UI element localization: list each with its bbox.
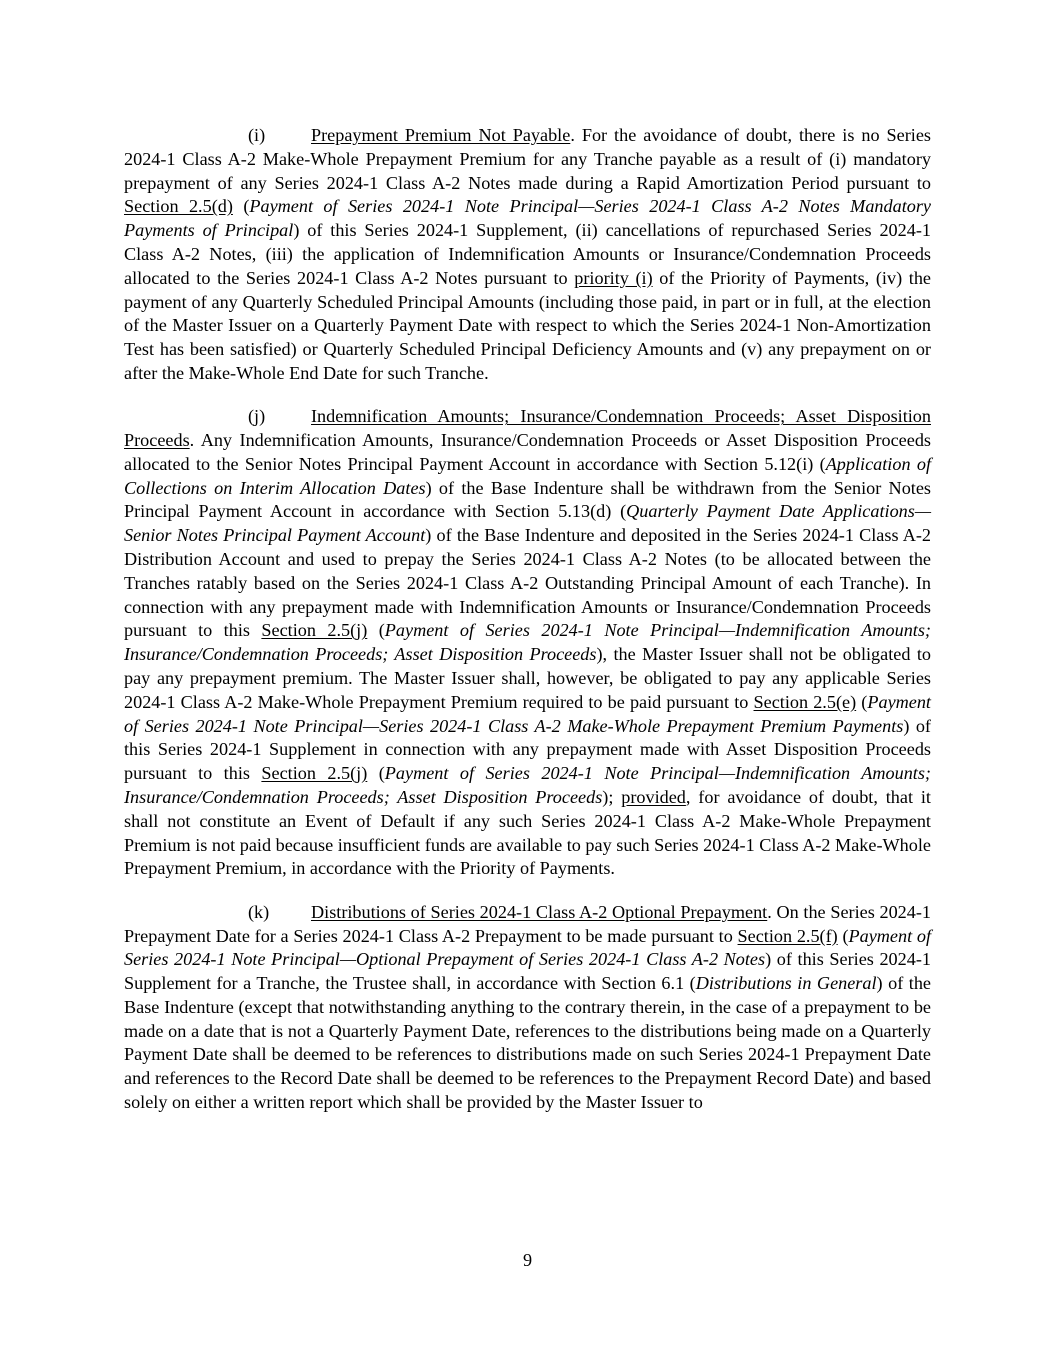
section-i-text: ) of this Series 2024-1 Supplement, (ii) cancellations of repurchased Series 2024-1 Class A-2 Notes, (iii) the application of Indemnification Amounts or Insurance/Condemnation Proceeds allocated to the Series 2024-1 Class A-2 Notes pursuant to bbox=[124, 220, 931, 288]
section-j-italic-title: Payment of Series 2024-1 Note Principal—Series 2024-1 Class A-2 Make-Whole Prepayment Premium Payments bbox=[124, 691, 931, 736]
section-j-reference: Section 2.5(j) bbox=[261, 763, 368, 784]
section-j-text: ) of this Series 2024-1 Supplement in connection with any prepayment made with Asset Disposition Proceeds pursuant to this bbox=[124, 715, 931, 784]
section-j-italic-title: Payment of Series 2024-1 Note Principal—Indemnification Amounts; Insurance/Condemnation Proceeds; Asset Disposition Proceeds bbox=[124, 620, 931, 665]
section-j-reference: Section 2.5(e) bbox=[753, 691, 857, 712]
section-j-text: ) of the Base Indenture and deposited in the Series 2024-1 Class A-2 Distribution Account and used to prepay the Series 2024-1 Class A-2 Notes (to be allocated between the Tranches ratably based on the Series 2024-1 Class A-2 Outstanding Principal Amount of each Tranche). In connection with any prepayment made with Indemnification Amounts or Insurance/Condemnation Proceeds pursuant to this bbox=[124, 525, 931, 641]
section-k-text: ( bbox=[837, 925, 849, 946]
section-j-paragraph bbox=[124, 405, 931, 881]
section-i-paragraph bbox=[124, 124, 931, 386]
section-i-text: . For the avoidance of doubt, there is no Series 2024-1 Class A-2 Make-Whole Prepayment Premium for any Tranche payable as a result of (i) mandatory prepayment of any Series 2024-1 Class A-2 Notes made during a Rapid Amortization Period pursuant to bbox=[124, 125, 931, 193]
section-j-text: ), the Master Issuer shall not be obligated to pay any prepayment premium. The Master Issuer shall, however, be obligated to pay any applicable Series 2024-1 Class A-2 Make-Whole Prepayment Premium required to be paid pursuant to bbox=[124, 644, 931, 712]
section-j-provided: provided bbox=[621, 787, 686, 808]
section-j-text: ( bbox=[856, 691, 868, 712]
section-k-reference: Section 2.5(f) bbox=[737, 925, 838, 946]
section-i-reference: priority (i) bbox=[574, 267, 653, 288]
section-i-text: of the Priority of Payments, (iv) the payment of any Quarterly Scheduled Principal Amounts (including those paid, in part or in full, at the election of the Master Issuer on a Quarterly Payment Date with respect to which the Series 2024-1 Non-Amortization Test has been satisfied) or Quarterly Scheduled Principal Deficiency Amounts and (v) any prepayment on or after the Make-Whole End Date for such Tranche. bbox=[124, 267, 931, 383]
section-j-italic-title: Payment of Series 2024-1 Note Principal—Indemnification Amounts; Insurance/Condemnation Proceeds; Asset Disposition Proceeds bbox=[124, 763, 931, 808]
section-i-reference: Section 2.5(d) bbox=[124, 196, 233, 217]
section-k-text: . On the Series 2024-1 Prepayment Date for a Series 2024-1 Class A-2 Prepayment to be made pursuant to bbox=[124, 901, 932, 946]
section-j-italic-title: Quarterly Payment Date Applications—Senior Notes Principal Payment Account bbox=[124, 501, 932, 546]
section-i-heading: Prepayment Premium Not Payable bbox=[311, 125, 571, 145]
section-j-text: ) of the Base Indenture shall be withdrawn from the Senior Notes Principal Payment Account in accordance with Section 5.13(d) ( bbox=[124, 477, 931, 522]
document-body bbox=[124, 124, 931, 1134]
section-k-text: ) of this Series 2024-1 Supplement for a Tranche, the Trustee shall, in accordance with Section 6.1 ( bbox=[124, 949, 931, 994]
section-i-text: ( bbox=[232, 196, 250, 217]
section-j-reference: Section 2.5(j) bbox=[261, 620, 368, 641]
section-i-number: (i) bbox=[248, 125, 266, 145]
section-k-heading: Distributions of Series 2024-1 Class A-2 Optional Prepayment bbox=[311, 901, 768, 922]
section-j-italic-title: Application of Collections on Interim Allocation Dates bbox=[124, 453, 932, 498]
section-k-italic-title: Distributions in General bbox=[695, 973, 877, 994]
section-k-text: ) of the Base Indenture (except that notwithstanding anything to the contrary therein, in the case of a prepayment to be made on a date that is not a Quarterly Payment Date, references to the distributions being made on a Quarterly Payment Date shall be deemed to be references to distributions made on such Series 2024-1 Prepayment Date and references to the Record Date shall be deemed to be references to the Prepayment Record Date) and based solely on either a written report which shall be provided by the Master Issuer to bbox=[124, 973, 931, 1113]
section-k-number: (k) bbox=[248, 901, 270, 922]
section-j-text: ); bbox=[602, 787, 622, 808]
section-k-italic-title: Payment of Series 2024-1 Note Principal—Optional Prepayment of Series 2024-1 Class A-2 Notes bbox=[124, 925, 932, 970]
section-j-text: ( bbox=[367, 620, 385, 641]
section-j-text: , for avoidance of doubt, that it shall not constitute an Event of Default if any such Series 2024-1 Class A-2 Make-Whole Prepayment Premium is not paid because insufficient funds are available to pay such Series 2024-1 Class A-2 Make-Whole Prepayment Premium, in accordance with the Priority of Payments. bbox=[124, 787, 931, 879]
section-i-italic-title: Payment of Series 2024-1 Note Principal—Series 2024-1 Class A-2 Notes Mandatory Payments of Principal bbox=[124, 196, 931, 241]
page-number: 9 bbox=[522, 1250, 533, 1270]
section-j-heading: Indemnification Amounts; Insurance/Condemnation Proceeds; Asset Disposition Proceeds bbox=[124, 406, 931, 451]
section-j-number: (j) bbox=[248, 406, 266, 427]
section-k-paragraph bbox=[124, 901, 931, 1115]
section-j-text: . Any Indemnification Amounts, Insurance/Condemnation Proceeds or Asset Disposition Proceeds allocated to the Senior Notes Principal Payment Account in accordance with Section 5.12(i) ( bbox=[124, 430, 931, 474]
section-j-text: ( bbox=[367, 763, 385, 784]
